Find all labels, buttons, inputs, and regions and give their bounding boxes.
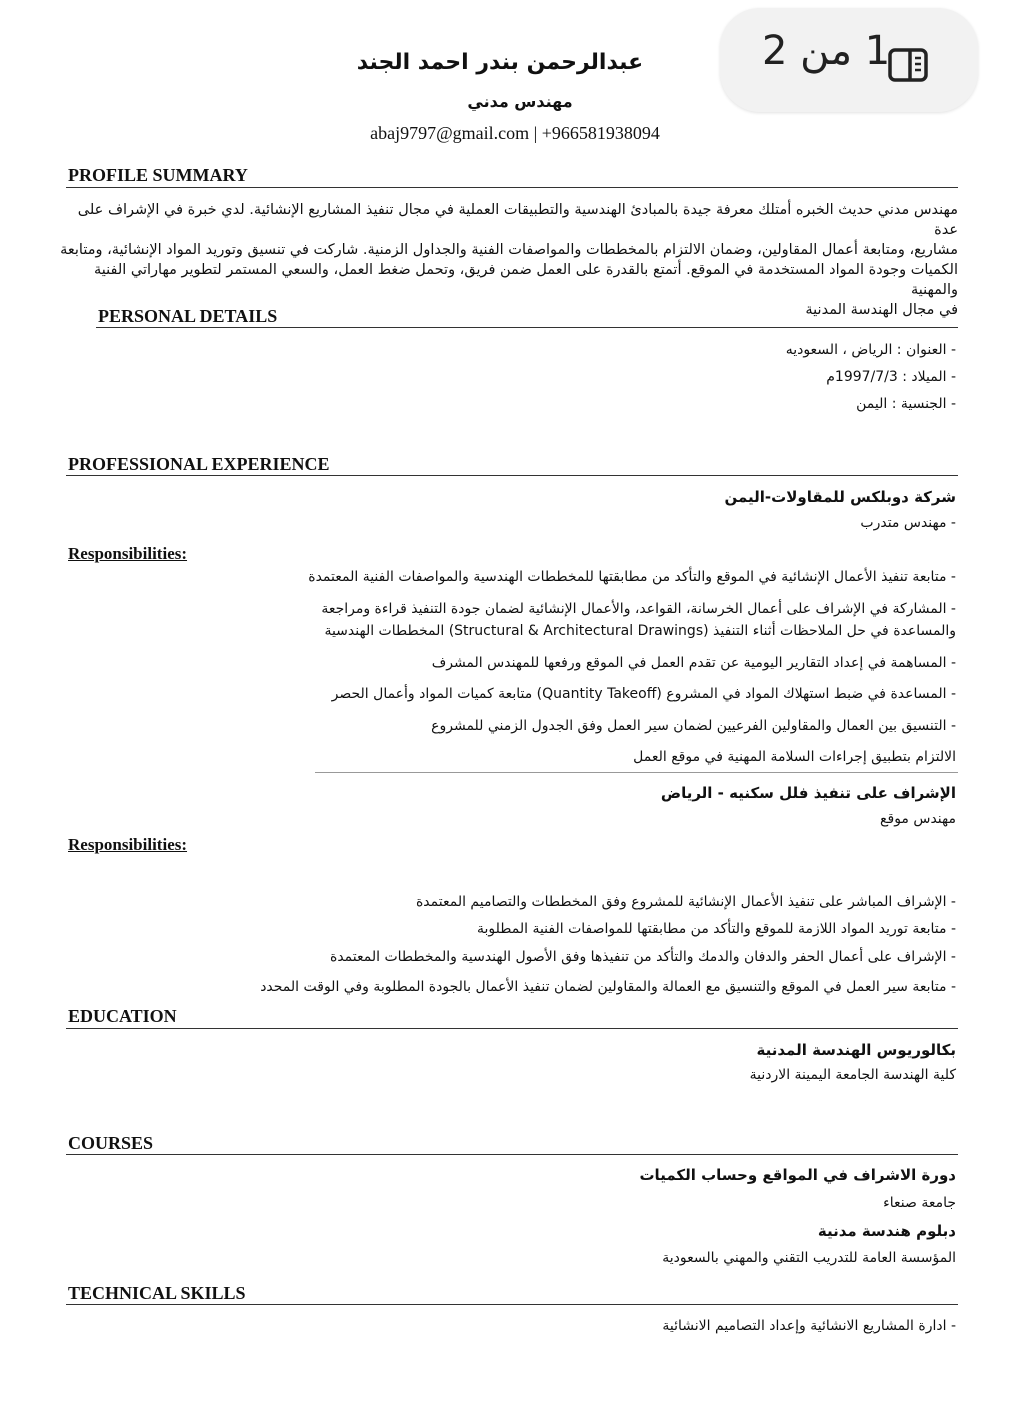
responsibilities-label: Responsibilities: (68, 835, 188, 854)
section-divider (66, 187, 958, 188)
profile-line: مهندس مدني حديث الخبره أمتلك معرفة جيدة بالمبادئ الهندسية والتطبيقات العملية في مجال تنفيذ المشاريع الإنشائية. لدي خبرة في الإشراف على عدة (77, 202, 958, 238)
responsibility-item: - الإشراف على أعمال الحفر والدفان والدمك والتأكد من تنفيذها وفق الأصول الهندسية والمخططات المعتمدة (330, 949, 956, 965)
responsibility-item: - المشاركة في الإشراف على أعمال الخرسانة، القواعد، والأعمال الإنشائية لضمان جودة التنفيذ قراءة ومراجعة (321, 601, 956, 617)
contact-info: abaj9797@gmail.com | +966581938094 (370, 123, 660, 143)
profile-summary-heading: PROFILE SUMMARY (68, 165, 248, 185)
candidate-name: عبدالرحمن بندر احمد الجند (356, 50, 644, 75)
degree-title: بكالوريوس الهندسة المدنية (756, 1041, 956, 1059)
course-org: جامعة صنعاء (883, 1195, 956, 1211)
profile-line: مشاريع، ومتابعة أعمال المقاولين، وضمان الالتزام بالمخططات والمواصفات الفنية والجداول الزمنية. شاركت في تنسيق وتوريد المواد الإنشائية، ومتابعة (60, 242, 958, 258)
profile-line: الكميات وجودة المواد المستخدمة في الموقع. أتمتع بالقدرة على العمل ضمن فريق، وتحمل ضغط العمل، والسعي المستمر لتطوير مهاراتي الفنية والمهنية (93, 262, 958, 298)
education-heading: EDUCATION (68, 1006, 177, 1026)
responsibility-item: - متابعة سير العمل في الموقع والتنسيق مع العمالة والمقاولين لضمان تنفيذ الأعمال بالجودة المطلوبة وفي الوقت المحدد (260, 979, 956, 995)
responsibility-item: - الإشراف المباشر على تنفيذ الأعمال الإنشائية للمشروع وفق المخططات والتصاميم المعتمدة (415, 894, 956, 910)
page-counter: 1 من 2 (762, 28, 891, 74)
responsibility-item: - متابعة تنفيذ الأعمال الإنشائية في الموقع والتأكد من مطابقتها للمخططات الهندسية والمواصفات الفنية المعتمدة (308, 569, 956, 585)
experience-heading: PROFESSIONAL EXPERIENCE (68, 454, 330, 474)
responsibility-item: - المساعدة في ضبط استهلاك المواد في المشروع (Quantity Takeoff) متابعة كميات المواد وأعمال الحصر (331, 686, 956, 702)
address-line: - العنوان : الرياض ، السعوديه (785, 342, 956, 358)
item-divider (315, 772, 958, 773)
profile-line: في مجال الهندسة المدنية (805, 302, 958, 318)
section-divider (96, 327, 958, 328)
responsibilities-label: Responsibilities: (68, 544, 188, 563)
candidate-title: مهندس مدني (467, 92, 573, 111)
section-divider (66, 1154, 958, 1155)
courses-heading: COURSES (68, 1133, 154, 1153)
page-indicator[interactable] (720, 8, 978, 112)
personal-details-heading: PERSONAL DETAILS (98, 306, 278, 326)
responsibility-item: والمساعدة في حل الملاحظات أثناء التنفيذ (Structural & Architectural Drawings) المخططات الهندسية (324, 623, 956, 639)
skill-item: - ادارة المشاريع الانشائية وإعداد التصاميم الانشائية (662, 1318, 956, 1334)
birthdate-line: - الميلاد : 1997/7/3م (826, 369, 956, 385)
section-divider (66, 1304, 958, 1305)
job-company: الإشراف على تنفيذ فلل سكنيه - الرياض (660, 784, 956, 802)
section-divider (66, 475, 958, 476)
responsibility-item: الالتزام بتطبيق إجراءات السلامة المهنية في موقع العمل (633, 749, 956, 765)
skills-heading: TECHNICAL SKILLS (68, 1283, 246, 1303)
responsibility-item: - التنسيق بين العمال والمقاولين الفرعيين لضمان سير العمل وفق الجدول الزمني للمشروع (431, 718, 956, 734)
course-title: دبلوم هندسة مدنية (817, 1222, 956, 1240)
profile-summary-text (58, 200, 958, 320)
section-divider (66, 1028, 958, 1029)
nationality-line: - الجنسية : اليمن (856, 396, 956, 412)
book-icon (888, 48, 928, 82)
job-role: مهندس موقع (880, 811, 956, 827)
school-name: كلية الهندسة الجامعة اليمينة الاردنية (749, 1067, 956, 1083)
responsibility-item: - المساهمة في إعداد التقارير اليومية عن تقدم العمل في الموقع ورفعها للمهندس المشرف (431, 655, 956, 671)
course-org: المؤسسة العامة للتدريب التقني والمهني بالسعودية (662, 1250, 956, 1266)
job-role: - مهندس متدرب (860, 515, 956, 531)
course-title: دورة الاشراف في المواقع وحساب الكميات (639, 1166, 956, 1184)
job-company: شركة دوبلكس للمقاولات-اليمن (724, 488, 956, 506)
responsibility-item: - متابعة توريد المواد اللازمة للموقع والتأكد من مطابقتها للمواصفات الفنية المطلوبة (476, 921, 956, 937)
